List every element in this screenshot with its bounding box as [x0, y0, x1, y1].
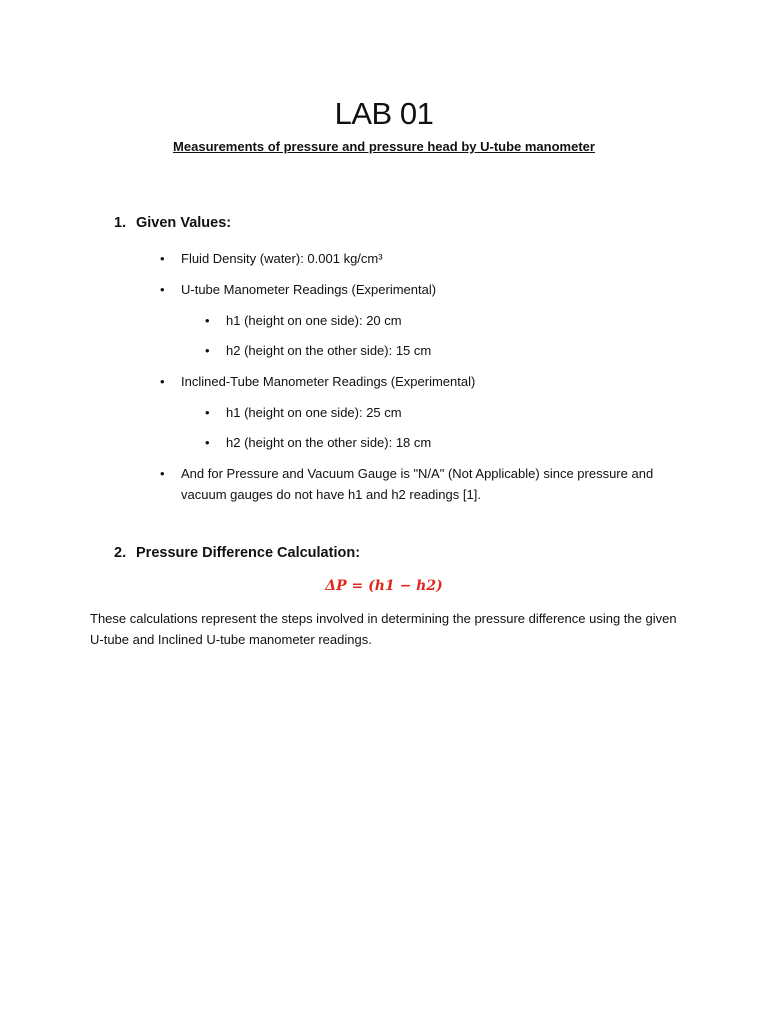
bullet-icon: •	[205, 405, 210, 420]
list-item-text: Inclined-Tube Manometer Readings (Experimental)	[181, 374, 476, 389]
list-item-inclined-tube-readings	[160, 371, 680, 392]
page-title: LAB 01	[334, 96, 434, 131]
page-subtitle: Measurements of pressure and pressure head by U-tube manometer	[173, 139, 595, 154]
sublist-item-u-tube-h2	[205, 340, 431, 361]
section-heading-pressure-difference	[114, 545, 360, 561]
section-title: Pressure Difference Calculation:	[136, 545, 361, 561]
list-item-u-tube-readings	[160, 279, 680, 300]
list-item-text: And for Pressure and Vacuum Gauge is "N/A" (Not Applicable) since pressure and vacuum gauges do not have h1 and h2 readings [1].	[181, 466, 654, 502]
pressure-difference-formula: ΔP = (h1 − h2)	[325, 578, 443, 594]
calculation-paragraph: These calculations represent the steps involved in determining the pressure difference using the given U-tube and Inclined U-tube manometer readings.	[90, 611, 677, 647]
section-number: 1.	[114, 215, 127, 231]
section-number: 2.	[114, 545, 127, 561]
section-title: Given Values:	[136, 215, 232, 231]
bullet-icon: •	[160, 466, 165, 481]
sublist-item-inclined-h1	[205, 402, 402, 423]
sublist-item-u-tube-h1	[205, 310, 402, 331]
list-item-text: h1 (height on one side): 25 cm	[226, 405, 402, 420]
list-item-fluid-density	[160, 248, 680, 269]
list-item-text: h2 (height on the other side): 15 cm	[226, 343, 432, 358]
list-item-text: U-tube Manometer Readings (Experimental)	[181, 282, 437, 297]
list-item-text: h2 (height on the other side): 18 cm	[226, 435, 432, 450]
section-heading-given-values	[114, 215, 231, 231]
bullet-icon: •	[205, 435, 210, 450]
list-item-gauge-note	[160, 463, 660, 505]
bullet-icon: •	[160, 251, 165, 266]
bullet-icon: •	[205, 313, 210, 328]
list-item-text: Fluid Density (water): 0.001 kg/cm³	[181, 251, 383, 266]
bullet-icon: •	[160, 282, 165, 297]
bullet-icon: •	[160, 374, 165, 389]
list-item-text: h1 (height on one side): 20 cm	[226, 313, 402, 328]
bullet-icon: •	[205, 343, 210, 358]
sublist-item-inclined-h2	[205, 432, 431, 453]
